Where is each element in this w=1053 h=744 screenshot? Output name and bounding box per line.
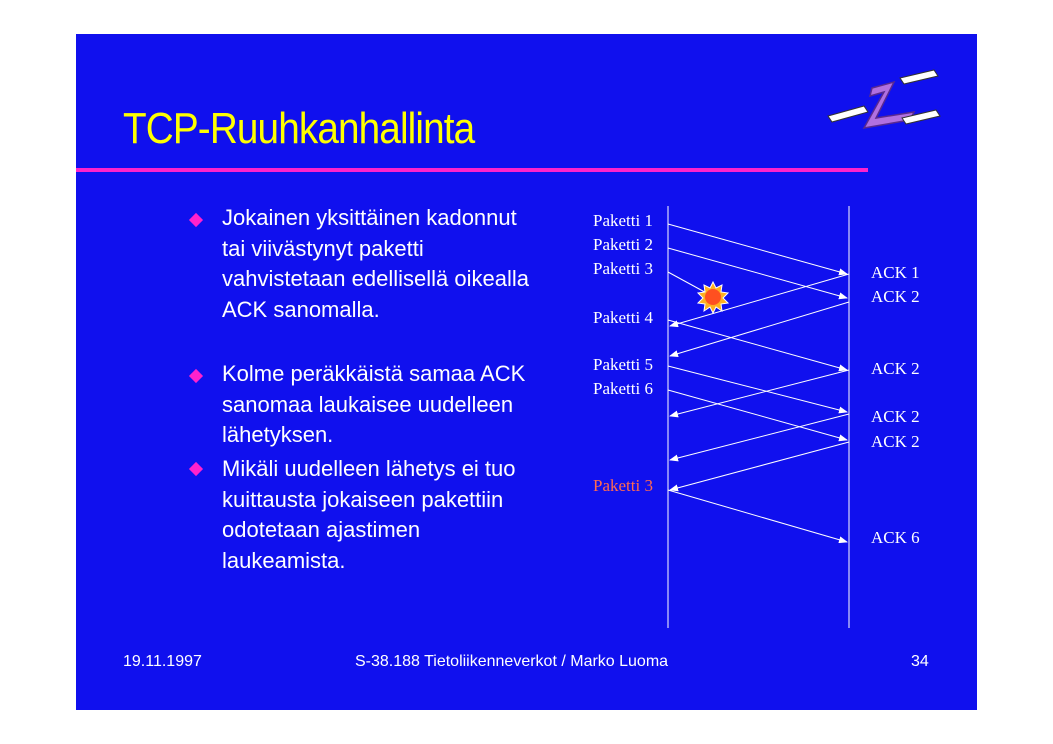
footer-course: S-38.188 Tietoliikenneverkot / Marko Luoma	[355, 653, 669, 670]
sender-label-1: Paketti 1	[593, 211, 653, 230]
arrow-paketti-1	[668, 224, 847, 274]
receiver-label-5: ACK 2	[871, 432, 920, 451]
arrow-paketti-2	[668, 248, 847, 298]
receiver-label-6: ACK 6	[871, 528, 920, 547]
arrow-paketti-5	[668, 366, 847, 412]
receiver-label-2: ACK 2	[871, 287, 920, 306]
sender-label-4: Paketti 4	[593, 308, 653, 327]
arrow-ack-2d	[670, 442, 849, 490]
footer-page-number: 34	[911, 653, 929, 670]
arrow-paketti-3-retransmit	[668, 490, 847, 542]
arrow-ack-2b	[670, 370, 849, 416]
packet-loss-icon	[698, 282, 728, 313]
slide-title: TCP-Ruuhkanhallinta	[123, 104, 475, 153]
footer-date: 19.11.1997	[123, 653, 202, 670]
arrow-ack-1	[670, 274, 849, 326]
receiver-label-4: ACK 2	[871, 407, 920, 426]
sender-label-3: Paketti 3	[593, 259, 653, 278]
receiver-label-1: ACK 1	[871, 263, 920, 282]
sender-label-5: Paketti 5	[593, 355, 653, 374]
sender-label-2: Paketti 2	[593, 235, 653, 254]
arrow-ack-2a	[670, 302, 849, 356]
sequence-diagram	[76, 34, 977, 710]
arrow-ack-2c	[670, 414, 849, 460]
arrow-paketti-4	[668, 320, 847, 370]
bullet-text-1: Jokainen yksittäinen kadonnut tai viivästynyt paketti vahvistetaan edellisellä oikealla ACK sanomalla.	[222, 205, 529, 322]
arrow-paketti-6	[668, 390, 847, 440]
sender-label-6: Paketti 6	[593, 379, 653, 398]
bullet-text-3: Mikäli uudelleen lähetys ei tuo kuittausta jokaiseen pakettiin odotetaan ajastimen laukeamista.	[222, 456, 516, 573]
bullet-text-2: Kolme peräkkäistä samaa ACK sanomaa laukaisee uudelleen lähetyksen.	[222, 361, 526, 447]
slide	[76, 34, 977, 710]
sender-label-retransmit: Paketti 3	[593, 476, 653, 495]
receiver-label-3: ACK 2	[871, 359, 920, 378]
